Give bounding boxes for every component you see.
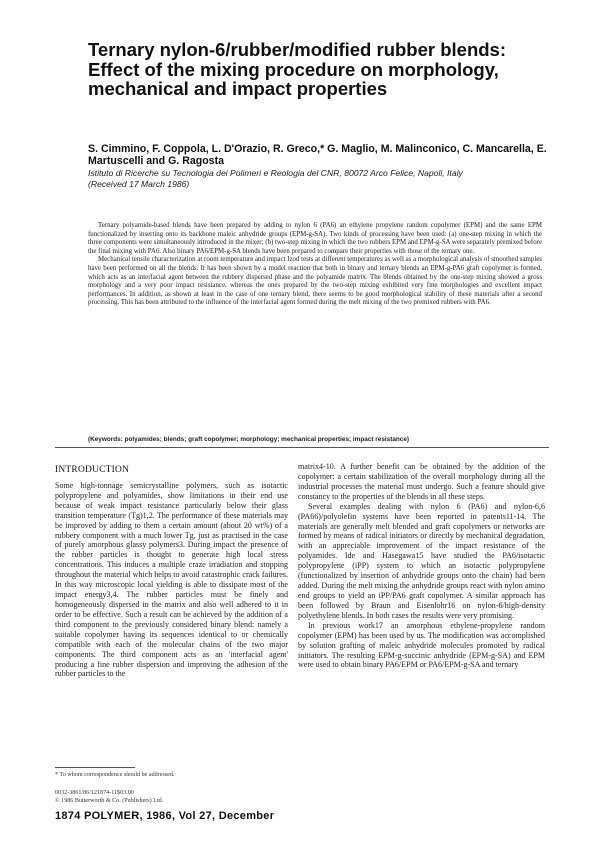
body-paragraph: matrix4-10. A further benefit can be obtained by the addition of the copolymer: a certain stabilization of the overall morphology during all the industrial processes the material must undergo. Such a feature should give constancy to the properties of the blends in all these steps. xyxy=(298,462,545,501)
paper-title: Ternary nylon-6/rubber/modified rubber blends: Effect of the mixing procedure on morphology, mechanical and impact properties xyxy=(88,39,507,99)
author-list: S. Cimmino, F. Coppola, L. D'Orazio, R. Greco,* G. Maglio, M. Malinconico, C. Mancarella, E. Martuscelli and G. Ragosta xyxy=(88,143,547,168)
issn-code: 0032-3861/86/121874-11$03.00 xyxy=(55,790,134,796)
received-date: (Received 17 March 1986) xyxy=(88,178,190,189)
left-column xyxy=(55,466,288,679)
affiliation xyxy=(88,168,548,189)
body-paragraph: Several examples dealing with nylon 6 (PA6) and nylon-6,6 (PA66)/polyolefin systems have been reported in patents11-14. The materials are generally melt blended and graft copolymers or networks are formed by means of radical initiators or directly by mechanical degradation, with an appreciable improvement of the impact resistance of the polyamides. Ide and Hasegawa15 have studied the PA6/isotactic polypropylene (iPP) system to which an isotactic polypropylene (functionalized by insertion of anhydride groups onto the chain) had been added. During the melt mixing the anhydride groups react with nylon amino end groups to yield an iPP/PA6 graft copolymer. A similar approach has been followed by Braun and Eisenlohr16 on nylon-6/high-density polyethylene blends. In both cases the results were very promising. xyxy=(298,501,545,620)
copyright-notice: © 1986 Butterworth & Co. (Publishers) Ltd. xyxy=(55,798,164,804)
right-column xyxy=(298,462,545,670)
correspondence-footnote: * To whom correspondence should be addressed. xyxy=(55,772,175,778)
keywords: (Keywords: polyamides; blends; graft copolymer; morphology; mechanical properties; impact resistance) xyxy=(88,436,410,443)
copyright-block xyxy=(55,789,295,805)
abstract-paragraph: Ternary polyamide-based blends have been prepared by adding to nylon 6 (PA6) an ethylene propylene random copolymer (EPM) and the same EPM functionalized by inserting onto its backbone maleic anhydride groups (EPM-g-SA). Two kinds of processing have been used: (a) one-step mixing in which the three components were simultaneously introduced in the mixer; (b) two-step mixing in which the two rubbers EPM and EPM-g-SA were separately premixed before the final mixing with PA6. Also binary PA6/EPM-g-SA blends have been prepared to compare their properties with those of the ternary one. xyxy=(88,222,542,255)
body-paragraph: In previous work17 an amorphous ethylene-propylene random copolymer (EPM) has been used by us. The modification was accomplished by solution grafting of maleic anhydride molecules promoted by radical initiators. The resulting EPM-g-succinic anhydride (EPM-g-SA) and EPM were used to obtain binary PA6/EPM or PA6/EPM-g-SA and ternary xyxy=(298,620,545,670)
footnote-divider xyxy=(55,767,135,768)
introduction-heading: INTRODUCTION xyxy=(55,465,130,475)
page-footer: 1874 POLYMER, 1986, Vol 27, December xyxy=(55,810,275,822)
affiliation-institute: Istituto di Ricerche su Tecnologia dei Polimeri e Reologia del CNR, 80072 Arco Felice, Napoli, Italy xyxy=(88,168,463,178)
abstract xyxy=(88,222,542,308)
abstract-paragraph: Mechanical tensile characterization at room temperature and impact Izod tests at different temperatures as well as a morphological analysis of smoothed samples have been performed on all the blends. It has been shown by a model reaction that both in binary and ternary blends an EPM-g-PA6 graft copolymer is formed, which acts as an interfacial agent between the rubbery dispersed phase and the polyamide matrix. The blends obtained by the one-step mixing showed a gross morphology and a very poor impact resistance, whereas the ones prepared by the two-step mixing exhibited very fine morphologies and excellent impact performances. In addition, as shown at least in the case of one ternary blend, there seems to be good morphological stability of these materials after a second processing. This has been attributed to the influence of the interfacial agent formed during the melt mixing of the two premixed rubbers with PA6. xyxy=(88,256,542,307)
section-divider xyxy=(55,447,549,448)
body-paragraph: Some high-tonnage semicrystalline polymers, such as isotactic polypropylene and polyamides, show limitations in their end use because of weak impact resistance particularly below their glass transition temperature (Tg)1,2. The performance of these materials may be improved by adding to them a certain amount (about 20 wt%) of a rubbery component with a much lower Tg, just as practised in the case of purely amorphous glassy polymers3. During impact the presence of the rubber particles is thought to generate high local stress concentrations. This induces a multiple craze irradiation and stopping throughout the material which helps to avoid catastrophic crack failures. In this way microscopic local yielding is able to dissipate most of the impact energy3,4. The rubber particles must be finely and homogeneously dispersed in the matrix and also well adhered to it in order to be effective. Such a result can be achieved by the addition of a third component to the previously considered binary blend: namely a suitable copolymer having its sequences identical to or chemically compatible with each of the molecular chains of the two major components. The third component acts as an 'interfacial agent' producing a fine rubber dispersion and improving the adhesion of the rubber particles to the xyxy=(55,480,288,679)
